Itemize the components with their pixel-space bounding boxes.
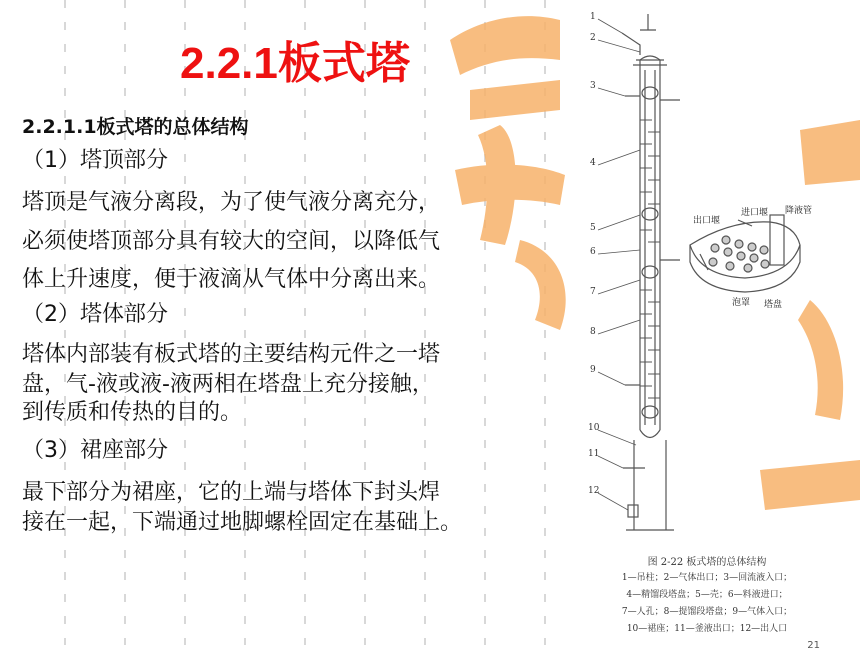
callout-tray: 塔盘 xyxy=(764,300,783,310)
part-number: 7 xyxy=(590,287,596,297)
body-line: 最下部分为裙座，它的上端与塔体下封头焊 xyxy=(22,480,441,505)
part-number: 4 xyxy=(590,158,596,168)
part-number: 2 xyxy=(590,33,596,43)
body-line: 到传质和传热的目的。 xyxy=(22,400,243,425)
page-number: 21 xyxy=(807,640,820,651)
part-number: 10 xyxy=(588,423,600,433)
part-number: 6 xyxy=(590,247,596,257)
body-line: （2）塔体部分 xyxy=(22,302,168,327)
body-line: 必须使塔顶部分具有较大的空间，以降低气 xyxy=(22,229,441,254)
figure-caption-line: 10—裙座；11—釜液出口；12—出人口 xyxy=(626,624,788,634)
body-line: 塔体内部装有板式塔的主要结构元件之一塔 xyxy=(22,342,441,367)
callout-inlet-weir: 进口堰 xyxy=(741,208,769,218)
body-line: 盘，气-液或液-液两相在塔盘上充分接触， xyxy=(22,372,434,397)
part-number: 5 xyxy=(590,223,596,233)
body-line: 体上升速度，便于液滴从气体中分离出来。 xyxy=(22,267,441,292)
figure-caption-title: 图 2-22 板式塔的总体结构 xyxy=(647,557,767,568)
part-number: 1 xyxy=(590,12,596,22)
part-number: 11 xyxy=(588,449,600,459)
body-line: 塔顶是气液分离段，为了使气液分离充分， xyxy=(22,190,441,215)
callout-downcomer: 降液管 xyxy=(785,206,813,216)
body-line: （1）塔顶部分 xyxy=(22,148,168,173)
figure-caption-line: 7—人孔；8—提馏段塔盘；9—气体入口； xyxy=(621,607,793,617)
part-number: 3 xyxy=(590,81,596,91)
slide-title: 2.2.1板式塔 xyxy=(180,39,410,88)
figure-caption-line: 4—精馏段塔盘；5—壳；6—料液进口； xyxy=(626,590,788,600)
callout-outlet-weir: 出口堰 xyxy=(693,216,721,226)
figure-caption-line: 1—吊柱；2—气体出口；3—回流液入口； xyxy=(621,573,793,583)
part-number: 9 xyxy=(590,365,596,375)
part-number: 12 xyxy=(588,486,600,496)
section-subheading: 2.2.1.1板式塔的总体结构 xyxy=(22,116,249,138)
part-number: 8 xyxy=(590,327,596,337)
body-line: （3）裙座部分 xyxy=(22,438,168,463)
callout-bubble-cap: 泡罩 xyxy=(732,298,751,308)
body-line: 接在一起，下端通过地脚螺栓固定在基础上。 xyxy=(22,510,463,535)
